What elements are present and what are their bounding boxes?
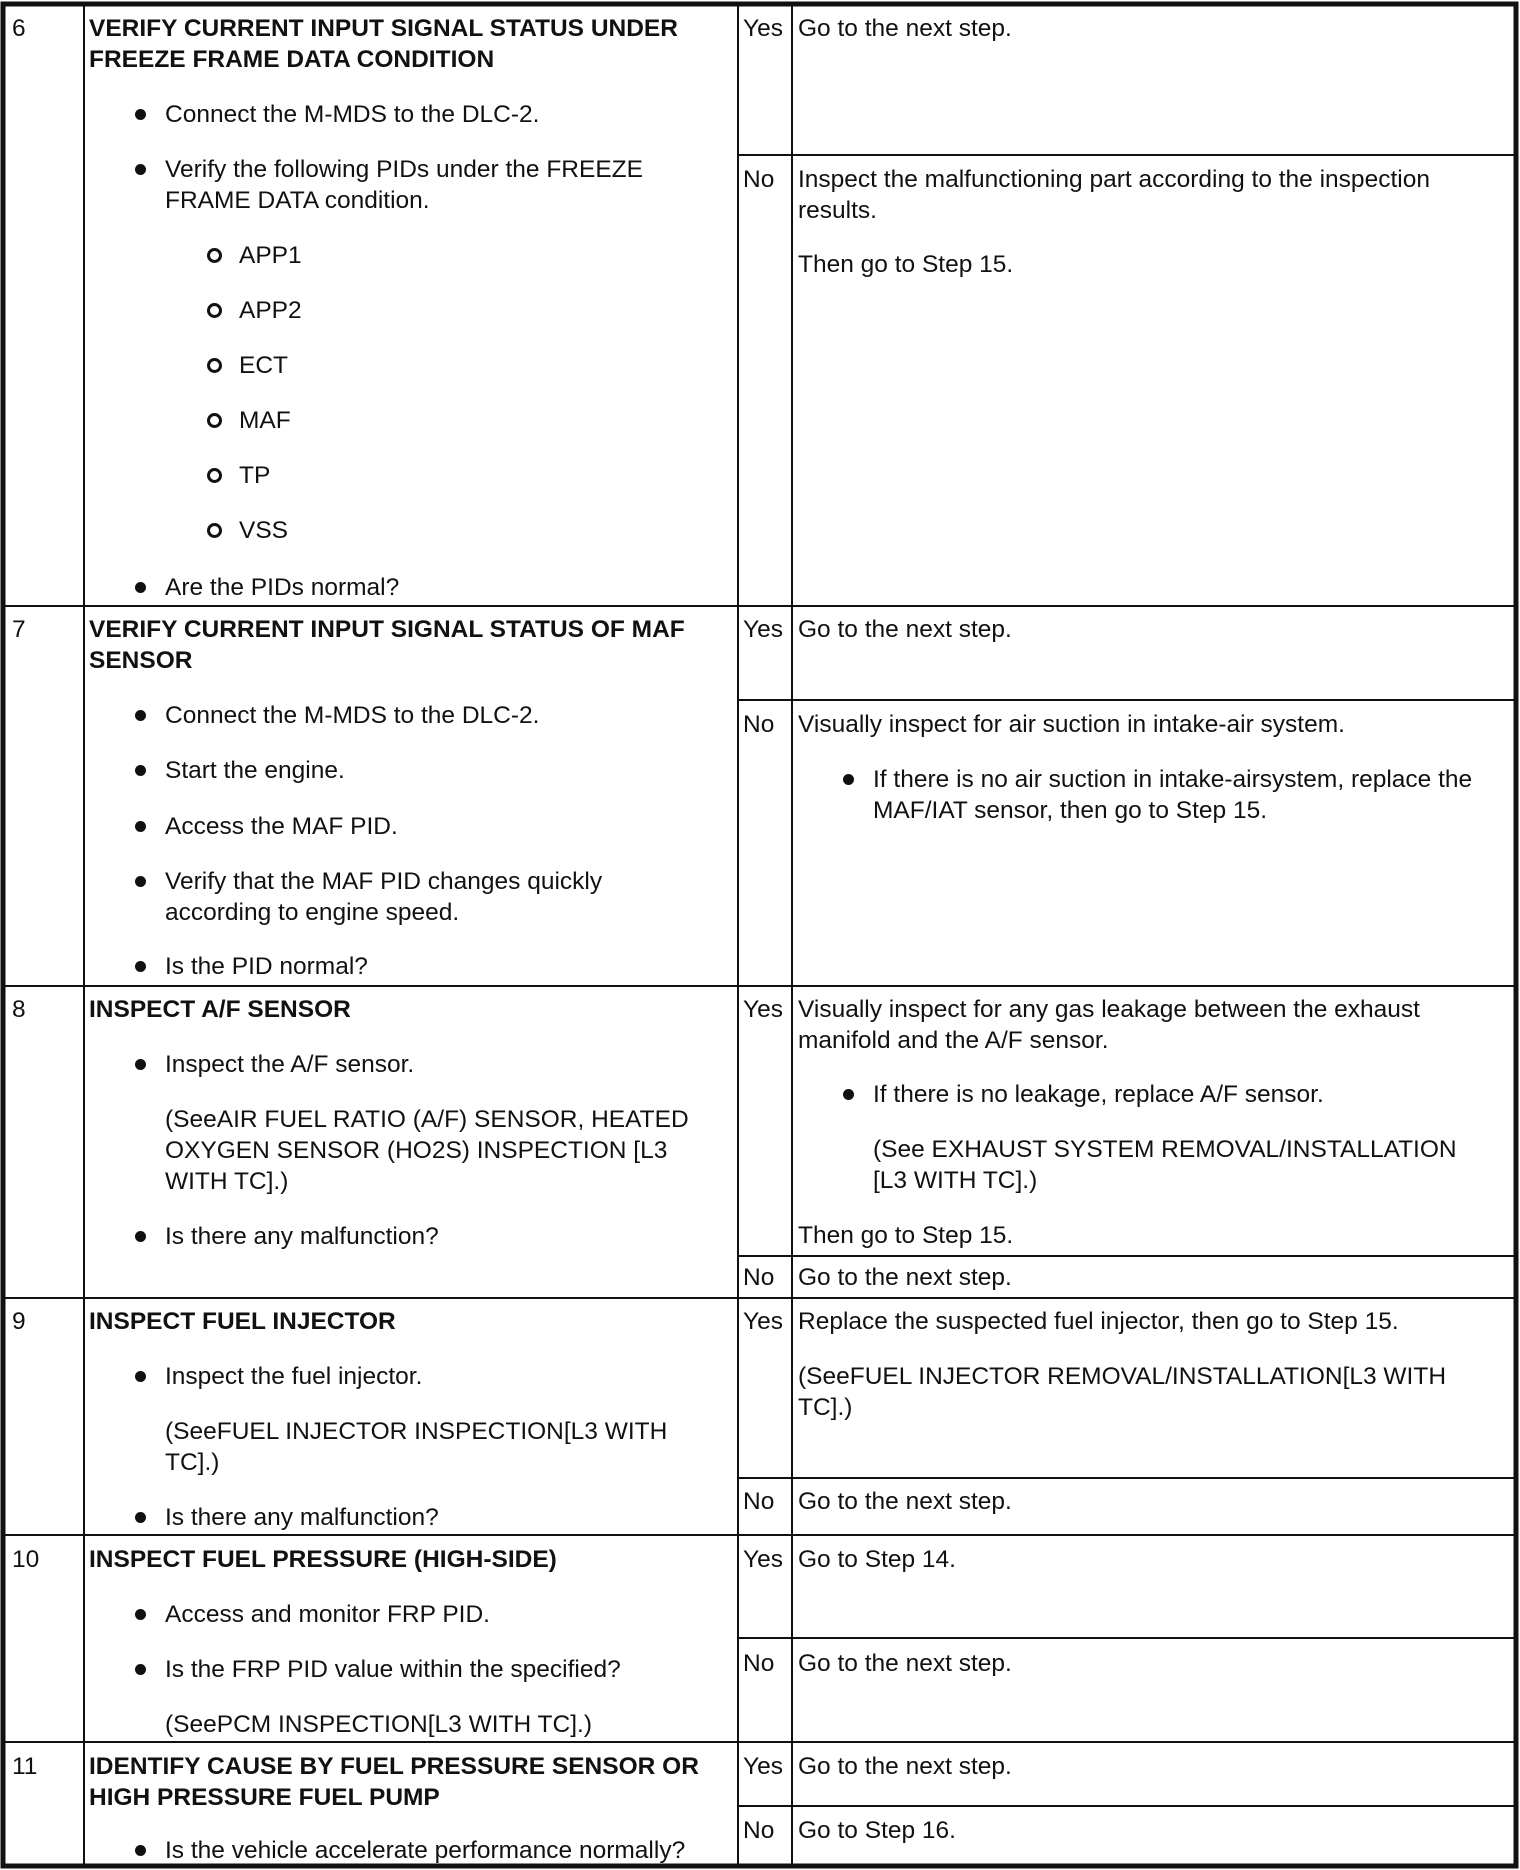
step-item: Is there any malfunction? [165,1223,439,1250]
bullet-icon [135,1371,146,1382]
yes-action: Go to the next step. [798,1753,1012,1780]
yes-action: Replace the suspected fuel injector, then go to Step 15. [798,1308,1399,1335]
step-item: Access and monitor FRP PID. [165,1601,490,1628]
circle-bullet-icon [207,248,222,263]
step-item: Verify that the MAF PID changes quickly according to engine speed. [165,868,603,926]
step-item: Connect the M-MDS to the DLC-2. [165,101,540,128]
step-item: Is the PID normal? [165,953,368,980]
bullet-icon [135,164,146,175]
step-item: Verify the following PIDs under the FREEZE FRAME DATA condition. [165,156,643,214]
yes-label: Yes [743,1308,783,1335]
step-number: 9 [12,1308,26,1335]
step-title: VERIFY CURRENT INPUT SIGNAL STATUS OF MAF SENSOR [89,616,685,674]
step-number: 10 [12,1546,40,1573]
no-action: Go to the next step. [798,1488,1012,1515]
step-number: 11 [12,1753,38,1780]
circle-bullet-icon [207,358,222,373]
bullet-icon [135,710,146,721]
no-action: Go to Step 16. [798,1817,956,1844]
bullet-icon [843,1089,854,1100]
pid-item: ECT [239,352,288,379]
bullet-icon [843,774,854,785]
yes-label: Yes [743,1546,783,1573]
yes-label: Yes [743,1753,783,1780]
step-item: Inspect the A/F sensor. [165,1051,415,1078]
step-item: Connect the M-MDS to the DLC-2. [165,702,540,729]
no-action: Go to the next step. [798,1650,1012,1677]
step-number: 8 [12,996,26,1023]
pid-item: TP [239,462,271,489]
step-number: 6 [12,15,26,42]
bullet-icon [135,876,146,887]
no-action: Inspect the malfunctioning part according to the inspection results. [798,166,1430,224]
step-reference: (SeeAIR FUEL RATIO (A/F) SENSOR, HEATED OXYGEN SENSOR (HO2S) INSPECTION [L3 WITH TC].) [165,1106,689,1195]
step-reference: (SeePCM INSPECTION[L3 WITH TC].) [165,1711,592,1738]
bullet-icon [135,109,146,120]
no-label: No [743,711,775,738]
bullet-icon [135,1609,146,1620]
pid-item: APP1 [239,242,302,269]
step-item: Is the vehicle accelerate performance normally? [165,1837,686,1864]
circle-bullet-icon [207,303,222,318]
no-label: No [743,1650,775,1677]
step-title: INSPECT A/F SENSOR [89,996,351,1023]
step-item: Start the engine. [165,757,345,784]
step-title: VERIFY CURRENT INPUT SIGNAL STATUS UNDER FREEZE FRAME DATA CONDITION [89,15,678,73]
bullet-icon [135,1231,146,1242]
yes-label: Yes [743,616,783,643]
no-action: Visually inspect for air suction in intake-air system. [798,711,1345,738]
yes-action-reference: (SeeFUEL INJECTOR REMOVAL/INSTALLATION[L3 WITH TC].) [798,1363,1447,1421]
no-action-bullet: If there is no air suction in intake-airsystem, replace the MAF/IAT sensor, then go to Step 15. [873,766,1473,824]
circle-bullet-icon [207,468,222,483]
no-label: No [743,166,775,193]
step-item: Is the FRP PID value within the specified? [165,1656,621,1683]
step-item: Are the PIDs normal? [165,574,400,601]
bullet-icon [135,821,146,832]
bullet-icon [135,1664,146,1675]
step-number: 7 [12,616,26,643]
step-reference: (SeeFUEL INJECTOR INSPECTION[L3 WITH TC].) [165,1418,668,1476]
step-title: INSPECT FUEL INJECTOR [89,1308,396,1335]
yes-label: Yes [743,996,783,1023]
no-action-then: Then go to Step 15. [798,251,1014,278]
pid-item: VSS [239,517,289,544]
pid-item: APP2 [239,297,302,324]
bullet-icon [135,582,146,593]
no-label: No [743,1488,775,1515]
yes-action: Go to the next step. [798,15,1012,42]
bullet-icon [135,1059,146,1070]
yes-action: Visually inspect for any gas leakage between the exhaust manifold and the A/F sensor. [798,996,1420,1054]
bullet-icon [135,961,146,972]
yes-label: Yes [743,15,783,42]
no-label: No [743,1264,775,1291]
pid-item: MAF [239,407,291,434]
no-action: Go to the next step. [798,1264,1012,1291]
yes-action: Go to Step 14. [798,1546,956,1573]
step-item: Access the MAF PID. [165,813,398,840]
yes-action-then: Then go to Step 15. [798,1222,1014,1249]
yes-action-reference: (See EXHAUST SYSTEM REMOVAL/INSTALLATION [L3 WITH TC].) [873,1136,1457,1194]
yes-action: Go to the next step. [798,616,1012,643]
step-item: Inspect the fuel injector. [165,1363,423,1390]
step-item: Is there any malfunction? [165,1504,439,1531]
circle-bullet-icon [207,523,222,538]
bullet-icon [135,765,146,776]
step-title: IDENTIFY CAUSE BY FUEL PRESSURE SENSOR OR HIGH PRESSURE FUEL PUMP [89,1753,699,1811]
yes-action-bullet: If there is no leakage, replace A/F sensor. [873,1081,1324,1108]
circle-bullet-icon [207,413,222,428]
step-title: INSPECT FUEL PRESSURE (HIGH-SIDE) [89,1546,557,1573]
bullet-icon [135,1845,146,1856]
no-label: No [743,1817,775,1844]
bullet-icon [135,1512,146,1523]
